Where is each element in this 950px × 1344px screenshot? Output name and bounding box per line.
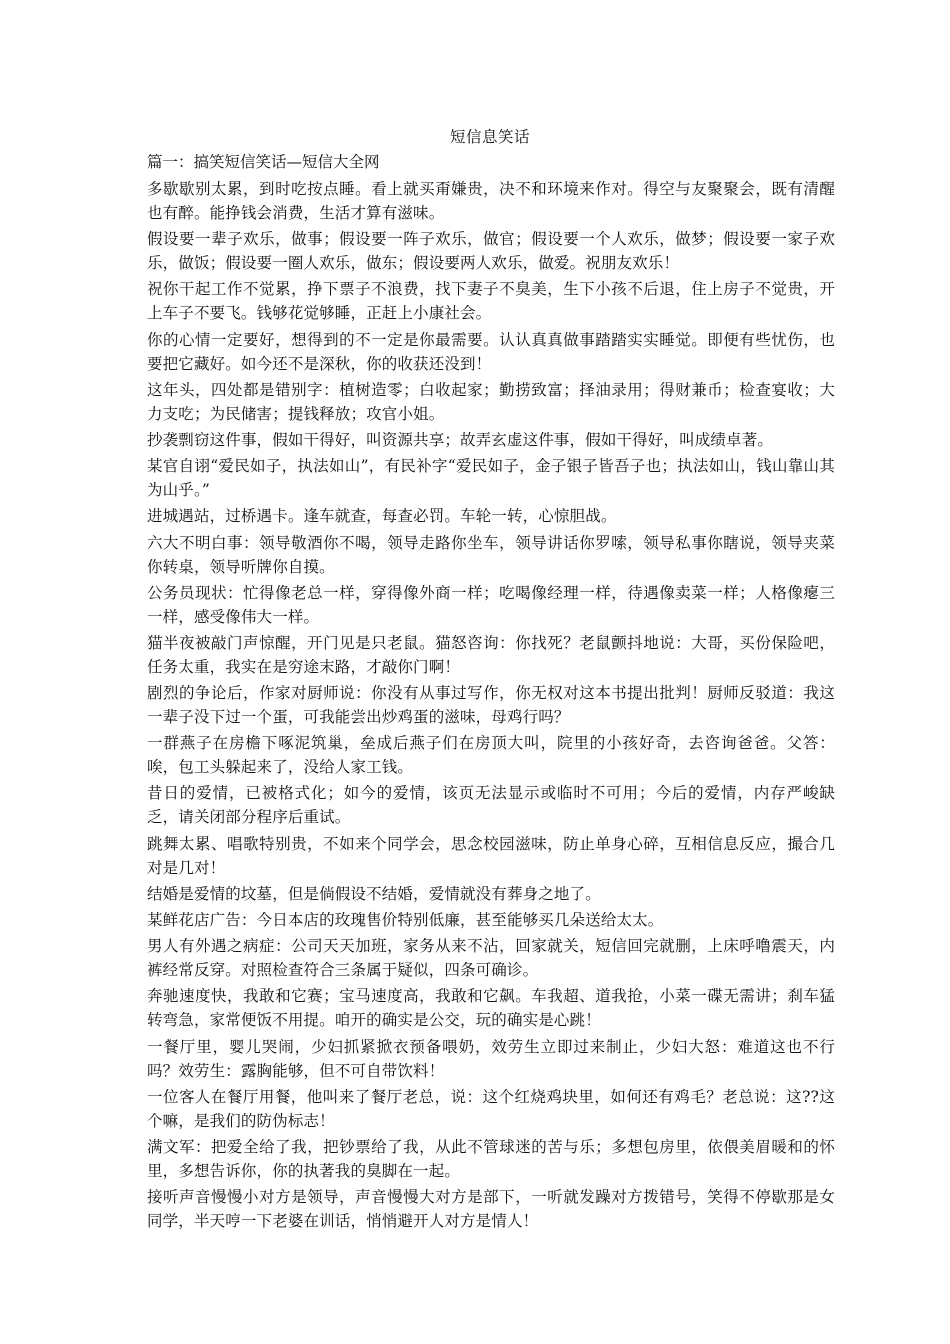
paragraph: 这年头，四处都是错别字：植树造零；白收起家；勤捞致富；择油录用；得财兼币；检查宴收；大力支吃；为民储害；提钱释放；攻官小姐。 — [147, 380, 835, 423]
paragraph: 一位客人在餐厅用餐，他叫来了餐厅老总，说：这个红烧鸡块里，如何还有鸡毛？老总说：这??这个嘛，是我们的防伪标志！ — [147, 1087, 835, 1130]
paragraph: 结婚是爱情的坟墓，但是倘假设不结婚，爱情就没有葬身之地了。 — [147, 884, 601, 903]
paragraph: 你的心情一定要好，想得到的不一定是你最需要。认认真真做事踏踏实实睡觉。即便有些忧伤，也要把它藏好。如今还不是深秋，你的收获还没到！ — [147, 330, 835, 373]
paragraph: 祝你干起工作不觉累，挣下票子不浪费，找下妻子不臭美，生下小孩不后退，住上房子不觉贵，开上车子不要飞。钱够花觉够睡，正赶上小康社会。 — [147, 280, 835, 323]
paragraph: 公务员现状：忙得像老总一样，穿得像外商一样；吃喝像经理一样，待遇像卖菜一样；人格像瘪三一样，感受像伟大一样。 — [147, 583, 835, 626]
paragraph: 接听声音慢慢小对方是领导，声音慢慢大对方是部下，一听就发躁对方拨错号，笑得不停歇那是女同学，半天哼一下老婆在训话，悄悄避开人对方是情人！ — [147, 1188, 835, 1231]
paragraph: 进城遇站，过桥遇卡。逢车就查，每查必罚。车轮一转，心惊胆战。 — [147, 507, 617, 526]
paragraph: 猫半夜被敲门声惊醒，开门见是只老鼠。猫怒咨询：你找死？老鼠颤抖地说：大哥，买份保险吧，任务太重，我实在是穷途末路，才敲你门啊！ — [147, 633, 835, 676]
section-heading: 篇一：搞笑短信笑话—短信大全网 — [147, 153, 380, 171]
document-title: 短信息笑话 — [449, 128, 530, 146]
document-page — [145, 126, 835, 1235]
paragraph: 某鲜花店广告：今日本店的玫瑰售价特别低廉，甚至能够买几朵送给太太。 — [147, 911, 664, 929]
paragraph: 奔驰速度快，我敢和它赛；宝马速度高，我敢和它飙。车我超、道我抢，小菜一碟无需讲；刹车猛转弯急，家常便饭不用提。咱开的确实是公交，玩的确实是心跳！ — [147, 987, 835, 1030]
paragraph: 满文军：把爱全给了我，把钞票给了我，从此不管球迷的苦与乐；多想包房里，依偎美眉暖和的怀里，多想告诉你，你的执著我的臭脚在一起。 — [147, 1137, 835, 1180]
paragraph: 剧烈的争论后，作家对厨师说：你没有从事过写作，你无权对这本书提出批判！厨师反驳道：我这一辈子没下过一个蛋，可我能尝出炒鸡蛋的滋味，母鸡行吗？ — [147, 684, 835, 727]
paragraph: 抄袭剽窃这件事，假如干得好，叫资源共享；故弄玄虚这件事，假如干得好，叫成绩卓著。 — [147, 430, 774, 449]
paragraph: 一餐厅里，婴儿哭闹，少妇抓紧掀衣预备喂奶，效劳生立即过来制止，少妇大怒：难道这也不行吗？效劳生：露胸能够，但不可自带饮料！ — [147, 1037, 835, 1080]
paragraph: 六大不明白事：领导敬酒你不喝，领导走路你坐车，领导讲话你罗嗦，领导私事你瞎说，领导夹菜你转桌，领导听牌你自摸。 — [147, 533, 835, 576]
paragraph: 假设要一辈子欢乐，做事；假设要一阵子欢乐，做官；假设要一个人欢乐，做梦；假设要一家子欢乐，做饭；假设要一圈人欢乐，做东；假设要两人欢乐，做爱。祝朋友欢乐！ — [147, 230, 835, 273]
paragraph: 跳舞太累、唱歌特别贵，不如来个同学会，思念校园滋味，防止单身心碎，互相信息反应，撮合几对是几对！ — [147, 834, 835, 877]
paragraph: 昔日的爱情，已被格式化；如今的爱情，该页无法显示或临时不可用；今后的爱情，内存严峻缺乏，请关闭部分程序后重试。 — [147, 784, 835, 827]
paragraph: 某官自诩“爱民如子，执法如山”，有民补字“爱民如子，金子银子皆吾子也；执法如山，钱山靠山其为山乎。” — [147, 457, 835, 500]
paragraph: 男人有外遇之病症：公司天天加班，家务从来不沾，回家就关，短信回完就删，上床呼噜震天，内裤经常反穿。对照检查符合三条属于疑似，四条可确诊。 — [147, 937, 835, 980]
paragraph: 多歇歇别太累，到时吃按点睡。看上就买甭嫌贵，决不和环境来作对。得空与友聚聚会，既有清醒也有醉。能挣钱会消费，生活才算有滋味。 — [147, 180, 835, 222]
paragraph: 一群燕子在房檐下啄泥筑巢，垒成后燕子们在房顶大叫，院里的小孩好奇，去咨询爸爸。父答：唉，包工头躲起来了，没给人家工钱。 — [147, 734, 835, 777]
